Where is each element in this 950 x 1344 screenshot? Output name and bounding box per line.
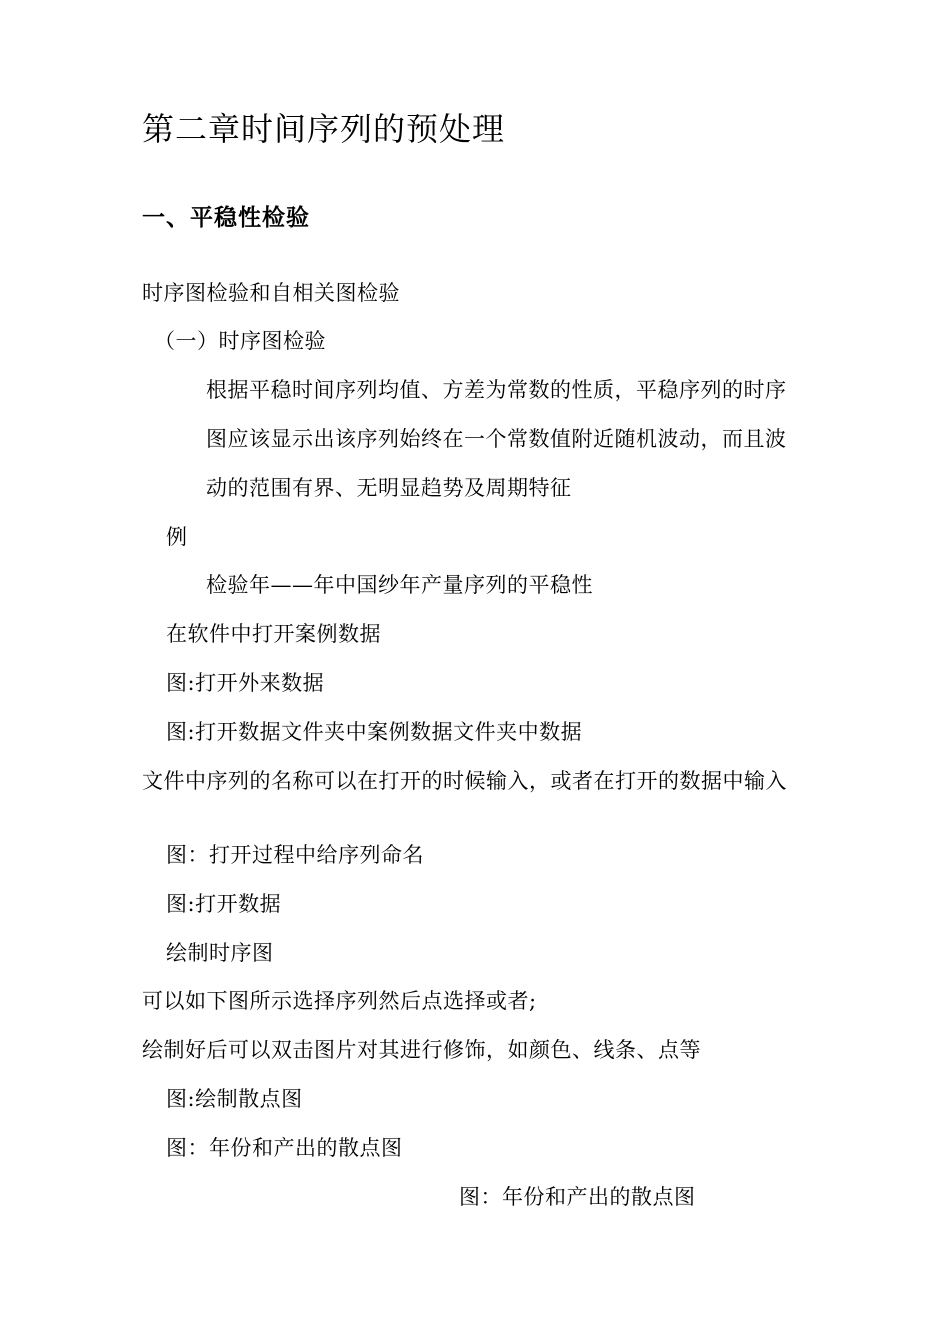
paragraph-line: 图应该显示出该序列始终在一个常数值附近随机波动，而且波 [206,427,787,451]
figure-caption: 图：年份和产出的散点图 [166,1136,403,1160]
example-text: 检验年——年中国纱年产量序列的平稳性 [206,573,593,597]
figure-caption: 图：打开过程中给序列命名 [166,843,424,867]
paragraph-wrapped: 文件中序列的名称可以在打开的时候输入，或者在打开的数据中输入 [142,769,787,793]
paragraph-line: 在软件中打开案例数据 [166,622,381,646]
figure-caption: 图:绘制散点图 [166,1087,303,1111]
paragraph-line: 绘制时序图 [166,941,274,965]
paragraph-line: 可以如下图所示选择序列然后点选择或者; [142,989,537,1013]
chapter-title: 第二章时间序列的预处理 [142,110,506,148]
section-heading: 一、平稳性检验 [142,205,310,231]
paragraph-intro: 时序图检验和自相关图检验 [142,281,400,305]
figure-caption-centered: 图：年份和产出的散点图 [459,1185,696,1209]
figure-caption: 图:打开数据 [166,892,282,916]
figure-caption: 图:打开外来数据 [166,671,325,695]
paragraph-line: 根据平稳时间序列均值、方差为常数的性质，平稳序列的时序 [206,378,787,402]
subsection-heading: （一）时序图检验 [154,329,326,353]
figure-caption: 图:打开数据文件夹中案例数据文件夹中数据 [166,720,583,744]
paragraph-line: 绘制好后可以双击图片对其进行修饰，如颜色、线条、点等 [142,1038,701,1062]
example-label: 例 [166,525,188,549]
paragraph-line: 动的范围有界、无明显趋势及周期特征 [206,476,572,500]
